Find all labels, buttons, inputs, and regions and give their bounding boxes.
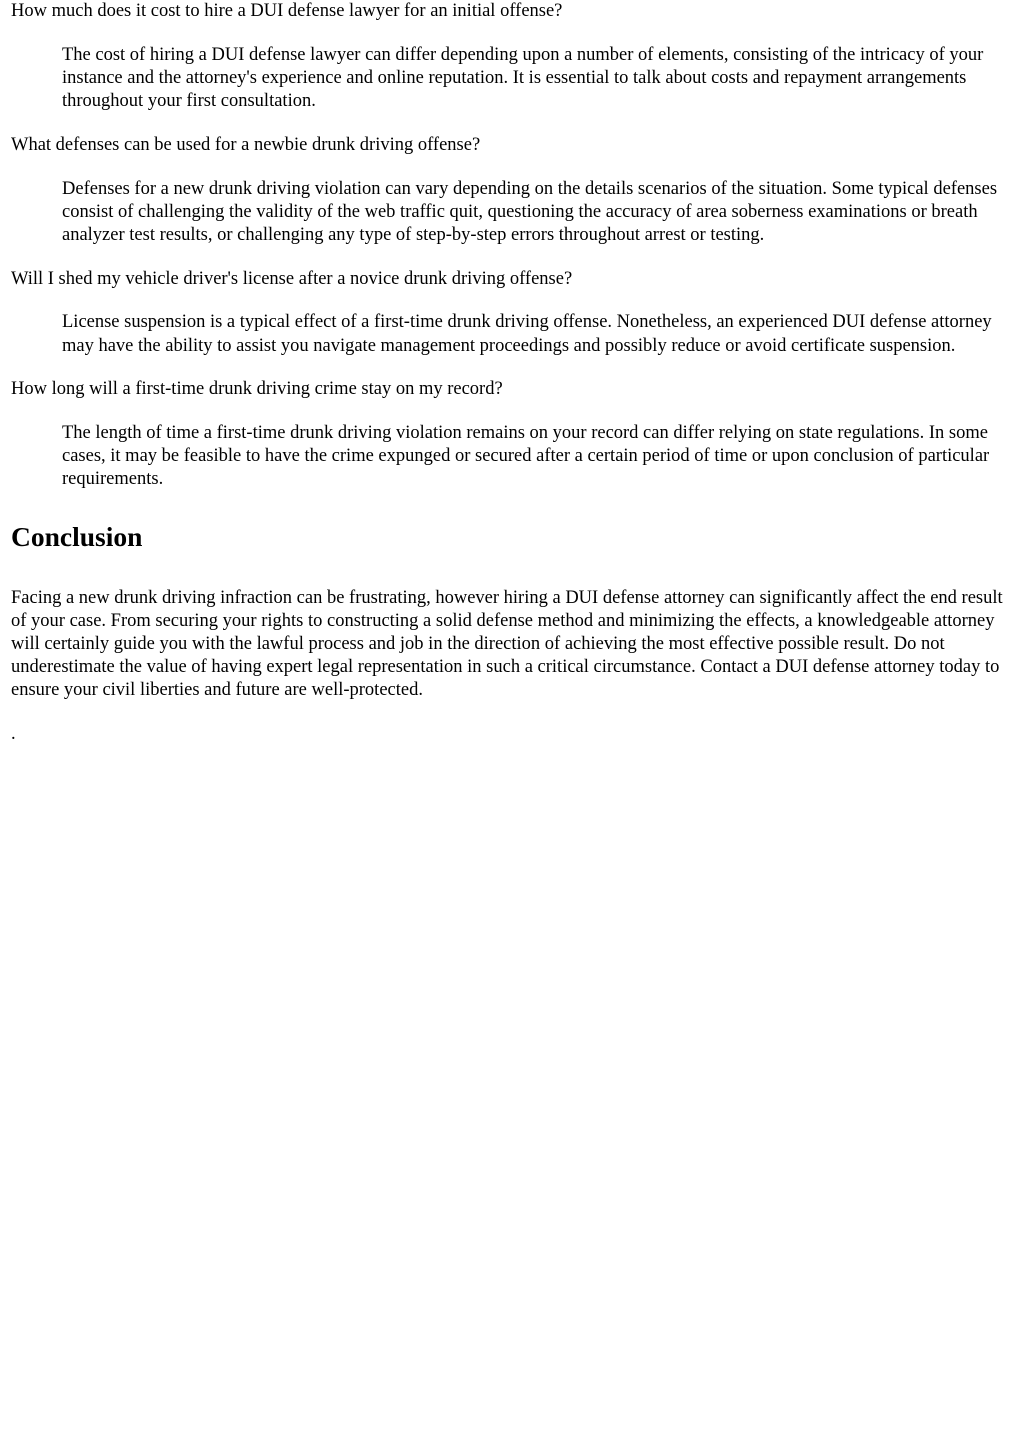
faq-answer: License suspension is a typical effect of a first-time drunk driving offense. Nonetheless, an experienced DUI defense attorney may have the ability to assist you navigate management proceedings and possibly reduce or avoid certificate suspension.	[62, 312, 992, 356]
conclusion-heading: Conclusion	[11, 520, 143, 552]
faq-question: How much does it cost to hire a DUI defense lawyer for an initial offense?	[11, 1, 563, 21]
faq-answer: The cost of hiring a DUI defense lawyer can differ depending upon a number of elements, consisting of the intricacy of your instance and the attorney's experience and online reputation. It is essential to talk about costs and repayment arrangements throughout your first consultation.	[62, 44, 984, 112]
faq-answer: Defenses for a new drunk driving violation can vary depending on the details scenarios of the situation. Some typical defenses consist of challenging the validity of the web traffic quit, questioning the accuracy of area soberness examinations or breath analyzer test results, or challenging any type of step-by-step errors throughout arrest or testing.	[62, 178, 998, 245]
conclusion-paragraph: Facing a new drunk driving infraction can be frustrating, however hiring a DUI defense attorney can significantly affect the end result of your case. From securing your rights to constructing a solid defense method and minimizing the effects, a knowledgeable attorney will certainly guide you with the lawful process and job in the direction of achieving the most effective possible result. Do not underestimate the value of having expert legal representation in such a critical circumstance. Contact a DUI defense attorney today to ensure your civil liberties and future are well-protected.	[11, 587, 1003, 701]
faq-list	[11, 0, 1014, 492]
faq-question: What defenses can be used for a newbie drunk driving offense?	[11, 134, 481, 155]
faq-answer: The length of time a first-time drunk driving violation remains on your record can differ relying on state regulations. In some cases, it may be feasible to have the crime expunged or secured after a certain period of time or upon conclusion of particular requirements.	[62, 422, 990, 490]
trailing-period: .	[11, 724, 16, 745]
faq-question: Will I shed my vehicle driver's license after a novice drunk driving offense?	[11, 268, 573, 289]
faq-question: How long will a first-time drunk driving crime stay on my record?	[11, 379, 503, 400]
